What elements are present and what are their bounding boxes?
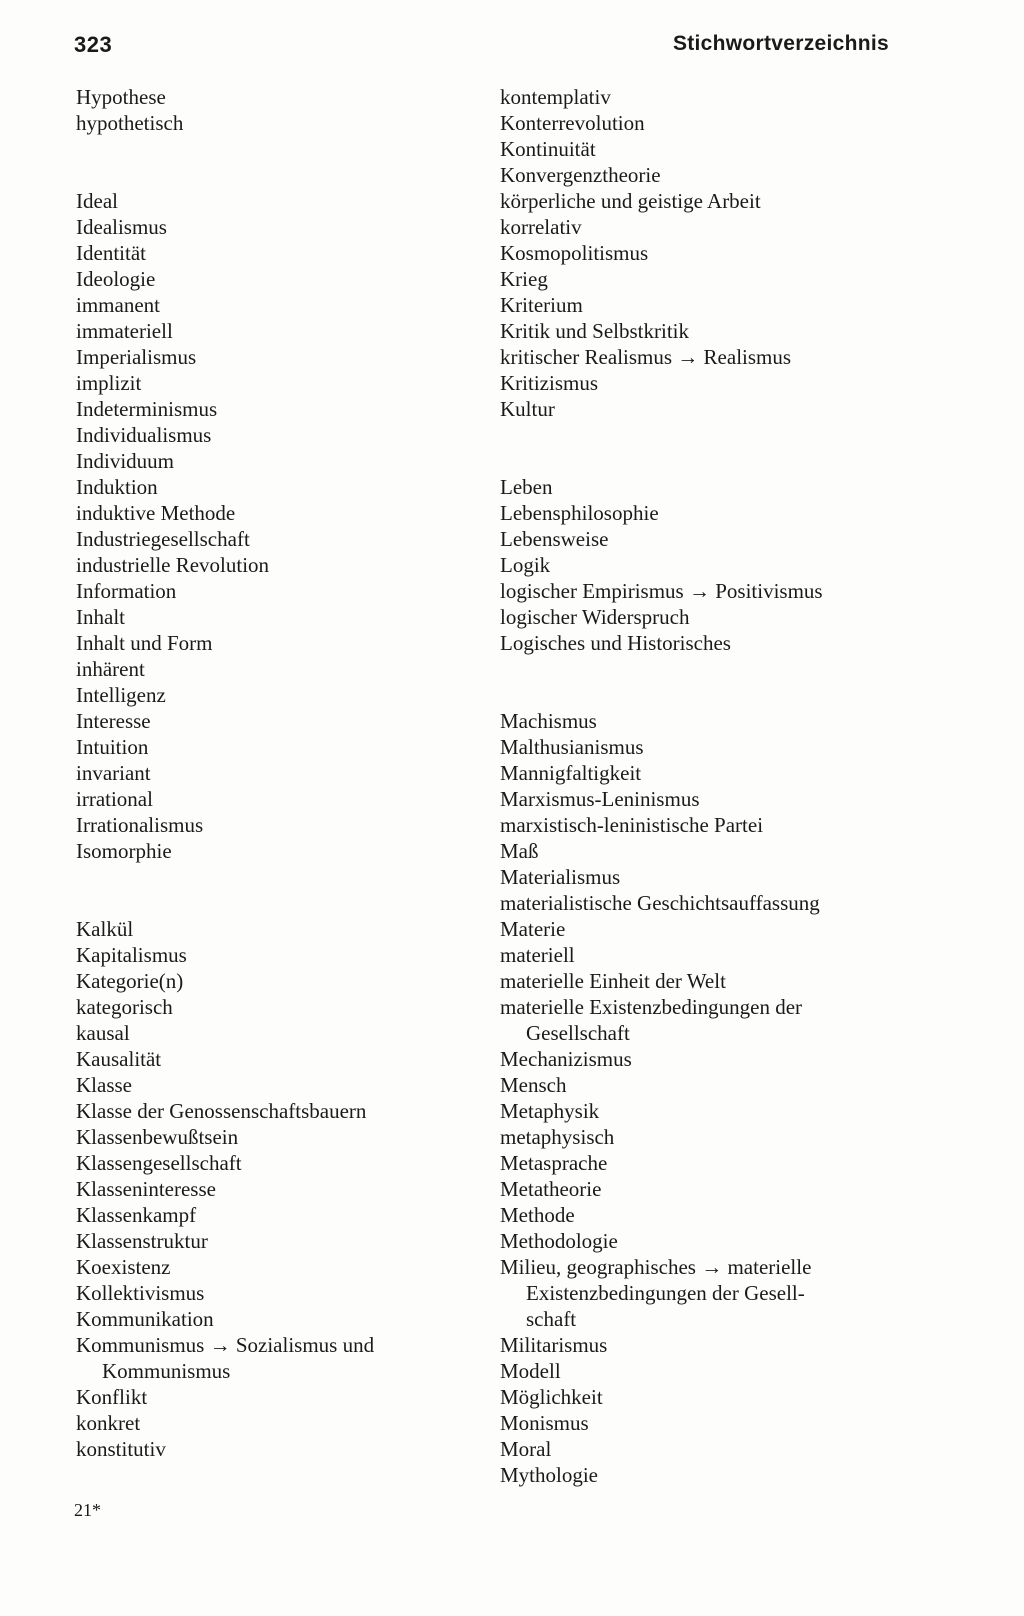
index-entry: kategorisch	[76, 995, 173, 1019]
index-entry: immateriell	[76, 319, 173, 343]
index-entry: Kriterium	[500, 293, 583, 317]
index-entry: Konflikt	[76, 1385, 148, 1409]
index-entry-continuation: Gesellschaft	[526, 1021, 630, 1045]
index-entry: Leben	[500, 475, 553, 499]
signature-mark: 21*	[74, 1500, 101, 1520]
index-entry: Individualismus	[76, 423, 212, 447]
index-entry: Kategorie(n)	[76, 969, 184, 993]
index-entry: körperliche und geistige Arbeit	[500, 189, 761, 213]
index-entry: Mensch	[500, 1073, 567, 1097]
index-entry: Klassenbewußtsein	[76, 1125, 239, 1149]
index-entry: Klassenkampf	[76, 1203, 197, 1227]
index-entry: konkret	[76, 1411, 141, 1435]
index-entry-continuation: schaft	[526, 1307, 577, 1331]
index-entry: Klasseninteresse	[76, 1177, 216, 1201]
index-entry: Inhalt	[76, 605, 125, 629]
index-entry: Kalkül	[76, 917, 134, 941]
index-entry: kausal	[76, 1021, 130, 1045]
index-entry	[500, 1254, 896, 1332]
index-entry: Möglichkeit	[500, 1385, 603, 1409]
index-entry: Isomorphie	[76, 839, 172, 863]
index-entry: invariant	[76, 761, 151, 785]
index-entry: Irrationalismus	[76, 813, 204, 837]
index-entry: induktive Methode	[76, 501, 236, 525]
index-entry: Intelligenz	[76, 683, 166, 707]
index-entry: Kommunikation	[76, 1307, 214, 1331]
index-entry: Krieg	[500, 267, 548, 291]
index-entry: Methodologie	[500, 1229, 618, 1253]
index-entry: kontemplativ	[500, 85, 611, 109]
index-entry: Kollektivismus	[76, 1281, 205, 1305]
index-entry: Klassenstruktur	[76, 1229, 208, 1253]
index-entry: Ideologie	[76, 267, 156, 291]
index-entry	[76, 1332, 456, 1384]
running-head: Stichwortverzeichnis	[672, 32, 889, 55]
index-entry: logischer Empirismus → Positivismus	[500, 579, 823, 603]
index-entry: korrelativ	[500, 215, 582, 239]
index-entry: Machismus	[500, 709, 597, 733]
index-entry: Logik	[500, 553, 551, 577]
index-entry-continuation: Existenzbedingungen der Gesell-	[526, 1281, 805, 1305]
index-entry: Klassengesellschaft	[76, 1151, 242, 1175]
index-entry: Monismus	[500, 1411, 589, 1435]
index-entry: Konvergenztheorie	[500, 163, 661, 187]
index-entry: Konterrevolution	[500, 111, 645, 135]
index-entry: Maß	[500, 839, 539, 863]
index-entry: Klasse der Genossenschaftsbauern	[76, 1099, 367, 1123]
index-entry: Kritizismus	[500, 371, 598, 395]
page-number: 323	[74, 32, 113, 57]
index-entry: Intuition	[76, 735, 149, 759]
index-entry: Logisches und Historisches	[500, 631, 731, 655]
index-entry: Indeterminismus	[76, 397, 218, 421]
index-entry: Kausalität	[76, 1047, 162, 1071]
index-entry: Modell	[500, 1359, 561, 1383]
index-entry: Hypothese	[76, 85, 166, 109]
index-entry: materialistische Geschichtsauffassung	[500, 891, 820, 915]
index-entry	[500, 994, 896, 1046]
index-entry: Kosmopolitismus	[500, 241, 649, 265]
index-entry-text: Milieu, geographisches → materielle	[500, 1255, 812, 1279]
index-entry: materielle Einheit der Welt	[500, 969, 726, 993]
index-column-left	[76, 84, 456, 1462]
index-entry: Mythologie	[500, 1463, 598, 1487]
index-entry: materiell	[500, 943, 575, 967]
index-entry: Industriegesellschaft	[76, 527, 250, 551]
index-entry: Metasprache	[500, 1151, 608, 1175]
index-entry: Moral	[500, 1437, 552, 1461]
index-entry: Materialismus	[500, 865, 621, 889]
index-entry: implizit	[76, 371, 142, 395]
index-entry: Idealismus	[76, 215, 167, 239]
index-entry: Kontinuität	[500, 137, 596, 161]
index-entry: Ideal	[76, 189, 118, 213]
index-entry-text: materielle Existenzbedingungen der	[500, 995, 803, 1019]
index-entry: Inhalt und Form	[76, 631, 213, 655]
index-entry: Materie	[500, 917, 566, 941]
index-entry: inhärent	[76, 657, 145, 681]
index-entry: Imperialismus	[76, 345, 197, 369]
index-entry: irrational	[76, 787, 153, 811]
index-entry: Interesse	[76, 709, 151, 733]
index-entry: Metatheorie	[500, 1177, 602, 1201]
index-entry: Metaphysik	[500, 1099, 600, 1123]
index-entry: Malthusianismus	[500, 735, 644, 759]
index-entry: Induktion	[76, 475, 158, 499]
index-entry-continuation: Kommunismus	[102, 1359, 231, 1383]
index-entry: industrielle Revolution	[76, 553, 270, 577]
index-entry: konstitutiv	[76, 1437, 166, 1461]
index-entry: Koexistenz	[76, 1255, 171, 1279]
index-entry: Lebensphilosophie	[500, 501, 659, 525]
index-entry: immanent	[76, 293, 160, 317]
index-entry: Marxismus-Leninismus	[500, 787, 700, 811]
index-entry: Mannigfaltigkeit	[500, 761, 642, 785]
index-entry: Militarismus	[500, 1333, 608, 1357]
index-entry: logischer Widerspruch	[500, 605, 690, 629]
index-entry: hypothetisch	[76, 111, 184, 135]
index-entry: Methode	[500, 1203, 575, 1227]
index-entry: kritischer Realismus → Realismus	[500, 345, 792, 369]
index-entry: Kultur	[500, 397, 555, 421]
index-column-right	[500, 84, 896, 1488]
index-entry: Individuum	[76, 449, 174, 473]
index-entry-text: Kommunismus → Sozialismus und	[76, 1333, 375, 1357]
index-entry: marxistisch-leninistische Partei	[500, 813, 764, 837]
index-entry: Kritik und Selbstkritik	[500, 319, 689, 343]
index-entry: Identität	[76, 241, 146, 265]
index-entry: Kapitalismus	[76, 943, 187, 967]
index-entry: Lebensweise	[500, 527, 609, 551]
index-entry: metaphysisch	[500, 1125, 615, 1149]
index-entry: Information	[76, 579, 177, 603]
index-entry: Klasse	[76, 1073, 132, 1097]
index-entry: Mechanizismus	[500, 1047, 632, 1071]
